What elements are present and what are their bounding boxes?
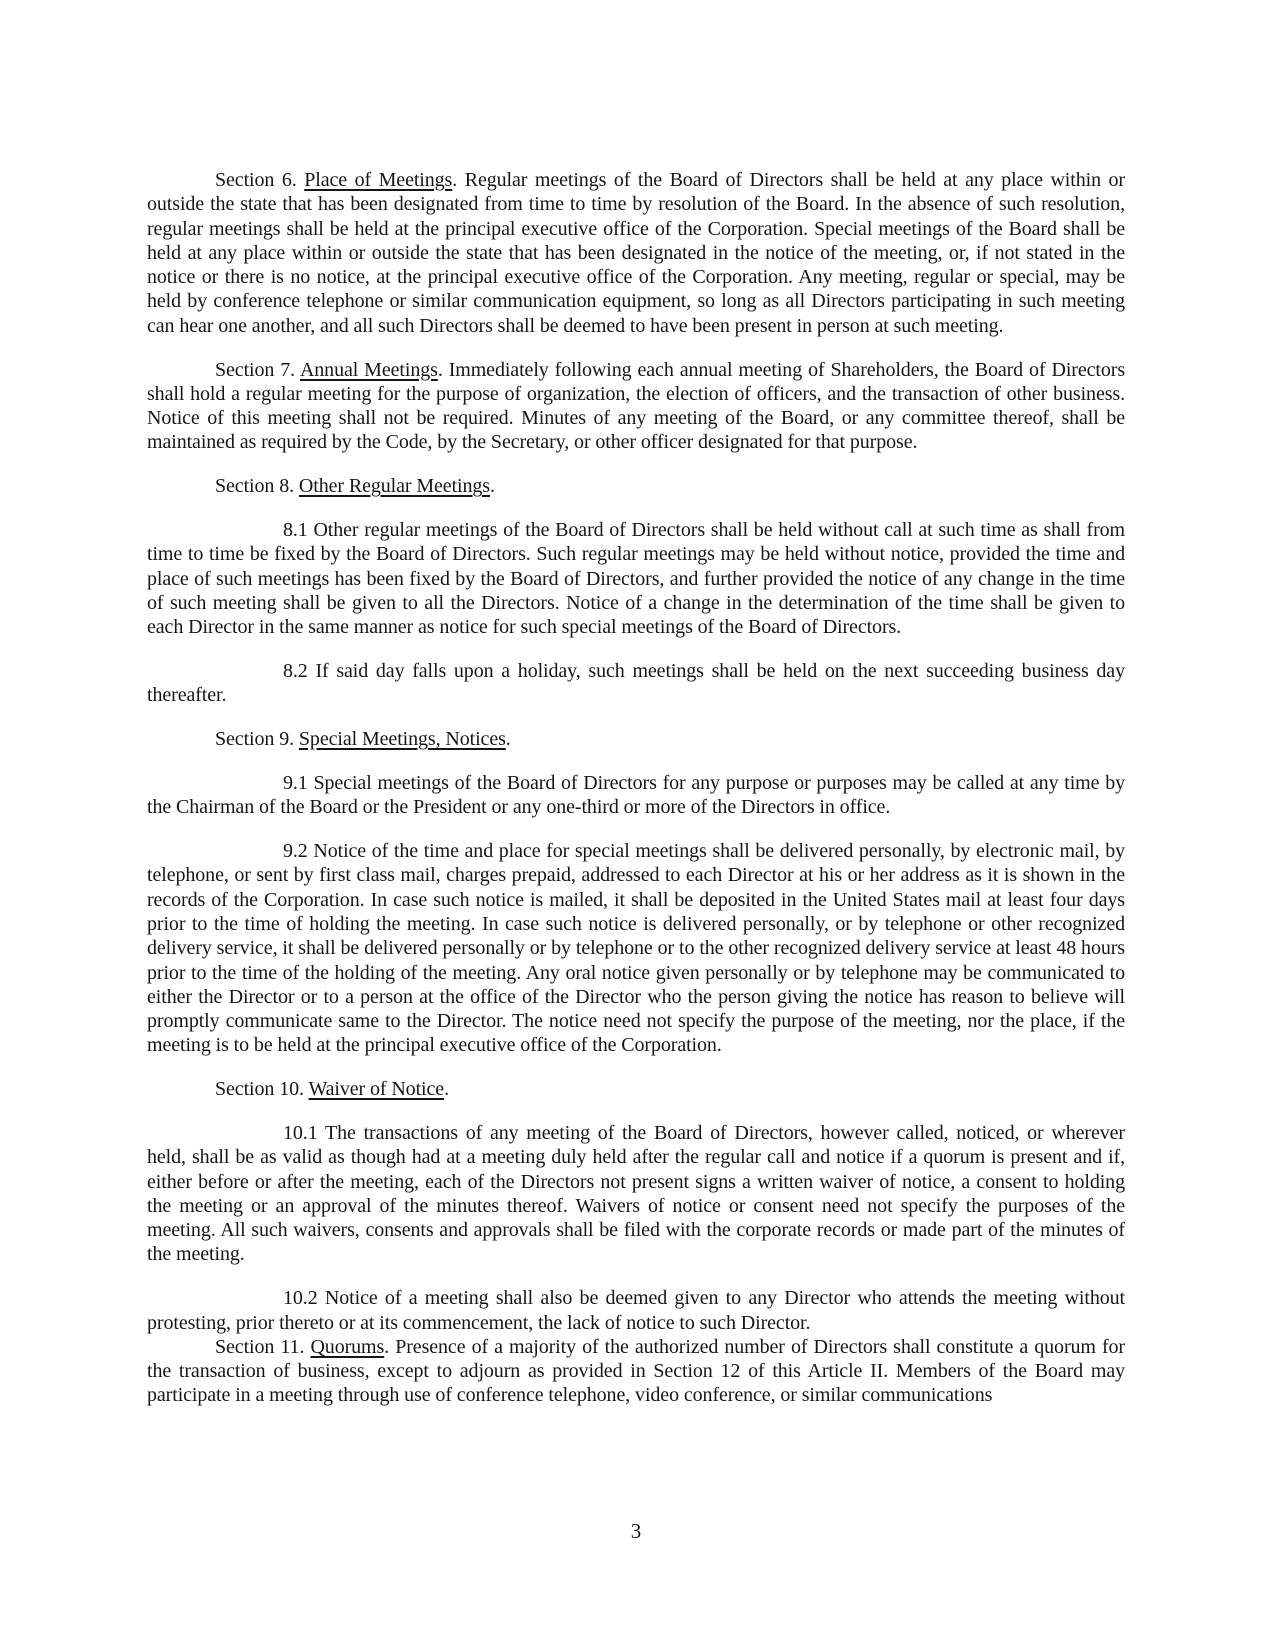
paragraph-text: 9.2 Notice of the time and place for special meetings shall be delivered personally, by electronic mail, by telephone, or sent by first class mail, charges prepaid, addressed to each Director at his or her address as it is shown in the records of the Corporation. In case such notice is mailed, it shall be deposited in the United States mail at least four days prior to the time of holding the meeting. In case such notice is delivered personally, or by telephone or other recognized delivery service, it shall be delivered personally or by telephone or to the other recognized delivery service at least 48 hours prior to the time of the holding of the meeting. Any oral notice given personally or by telephone may be communicated to either the Director or to a person at the office of the Director who the person giving the notice has reason to believe will promptly communicate same to the Director. The notice need not specify the purpose of the meeting, nor the place, if the meeting is to be held at the principal executive office of the Corporation. — [147, 840, 1125, 1057]
section-title: Special Meetings, Notices — [298, 728, 506, 751]
paragraph-10-1 — [147, 1121, 1125, 1267]
section-title: Annual Meetings — [299, 358, 438, 381]
paragraph-text: . Presence of a majority of the authorized number of Directors shall constitute a quorum for the transaction of business, except to adjourn as provided in Section 12 of this Article II. Members of the Board may participate in a meeting through use of conference telephone, video conference, or similar communications — [147, 1335, 1125, 1407]
paragraph-10-2 — [147, 1286, 1125, 1335]
paragraph-text: . — [505, 728, 511, 751]
section-label: Section 6. — [215, 169, 305, 191]
paragraph-text: . — [444, 1078, 449, 1101]
paragraph-text: . — [489, 475, 495, 498]
paragraph-section-8-heading — [147, 474, 1125, 498]
section-label: Section 7. — [215, 358, 300, 381]
paragraph-8-1 — [147, 518, 1125, 639]
paragraph-section-6 — [147, 168, 1125, 338]
section-title: Waiver of Notice — [308, 1078, 445, 1101]
paragraph-text: . Immediately following each annual meeting of Shareholders, the Board of Directors shall hold a regular meeting for the purpose of organization, the election of officers, and the transaction of other business. Notice of this meeting shall not be required. Minutes of any meeting of the Board, or any committee thereof, shall be maintained as required by the Code, by the Secretary, or other officer designated for that purpose. — [147, 358, 1125, 454]
paragraph-section-11 — [147, 1335, 1125, 1408]
section-title: Place of Meetings — [304, 169, 453, 191]
paragraph-8-2 — [147, 659, 1125, 708]
paragraph-section-7 — [147, 358, 1125, 455]
paragraph-text: 8.1 Other regular meetings of the Board of Directors shall be held without call at such time as shall from time to time be fixed by the Board of Directors. Such regular meetings may be held without notice, provided the time and place of such meetings has been fixed by the Board of Directors, and further provided the notice of any change in the time of such meeting shall be given to all the Directors. Notice of a change in the determination of the time shall be given to each Director in the same manner as notice for such special meetings of the Board of Directors. — [147, 519, 1125, 639]
section-title: Other Regular Meetings — [298, 475, 490, 498]
section-label: Section 10. — [215, 1078, 309, 1101]
paragraph-text: . Regular meetings of the Board of Directors shall be held at any place within or outside the state that has been designated from time to time by resolution of the Board. In the absence of such resolution, regular meetings shall be held at the principal executive office of the Corporation. Special meetings of the Board shall be held at any place within or outside the state that has been designated in the notice of the meeting, or, if not stated in the notice or there is no notice, at the principal executive office of the Corporation. Any meeting, regular or special, may be held by conference telephone or similar communication equipment, so long as all Directors participating in such meeting can hear one another, and all such Directors shall be deemed to have been present in person at such meeting. — [147, 169, 1125, 337]
paragraph-section-9-heading — [147, 727, 1125, 751]
section-title: Quorums — [310, 1335, 385, 1358]
paragraph-text: 10.1 The transactions of any meeting of the Board of Directors, however called, noticed, or wherever held, shall be as valid as though had at a meeting duly held after the regular call and notice if a quorum is present and if, either before or after the meeting, each of the Directors not present signs a written waiver of notice, a consent to holding the meeting or an approval of the minutes thereof. Waivers of notice or consent need not specify the purposes of the meeting. All such waivers, consents and approvals shall be filed with the corporate records or made part of the minutes of the meeting. — [147, 1122, 1125, 1266]
section-label: Section 9. — [215, 728, 299, 751]
paragraph-text: 9.1 Special meetings of the Board of Directors for any purpose or purposes may be called at any time by the Chairman of the Board or the President or any one-third or more of the Directors in office. — [147, 771, 1125, 819]
document-body — [147, 168, 1125, 1408]
paragraph-text: 8.2 If said day falls upon a holiday, such meetings shall be held on the next succeeding business day thereafter. — [147, 660, 1125, 707]
paragraph-9-2 — [147, 839, 1125, 1058]
page-number: 3 — [630, 1519, 642, 1543]
paragraph-text: 10.2 Notice of a meeting shall also be deemed given to any Director who attends the meeting without protesting, prior thereto or at its commencement, the lack of notice to such Director. — [147, 1287, 1125, 1334]
paragraph-section-10-heading — [147, 1077, 1125, 1101]
paragraph-9-1 — [147, 771, 1125, 820]
section-label: Section 11. — [215, 1335, 311, 1358]
section-label: Section 8. — [215, 475, 299, 498]
